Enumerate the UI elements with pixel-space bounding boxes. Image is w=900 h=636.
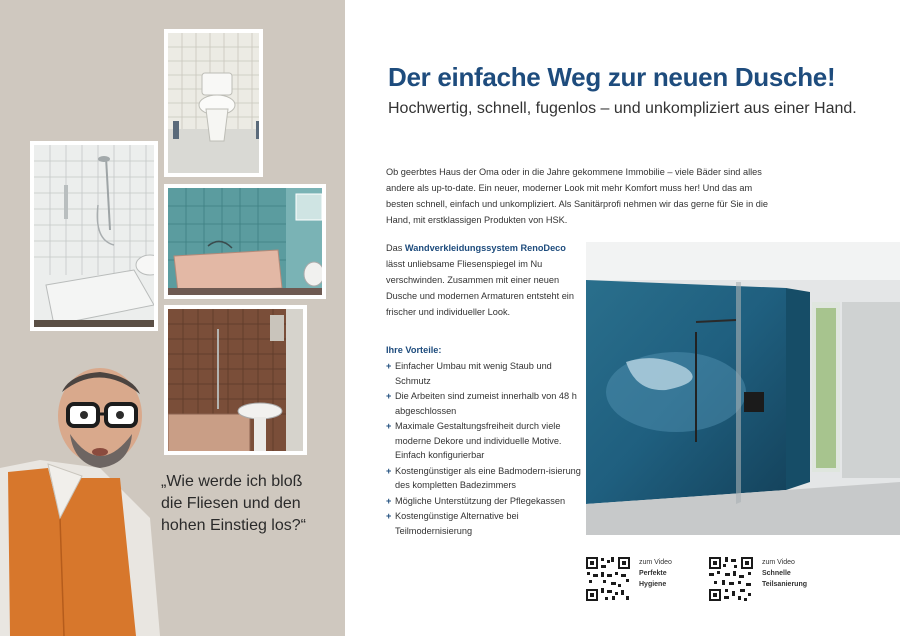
list-item: + Einfacher Umbau mit wenig Staub und Schmutz — [386, 361, 552, 386]
left-panel — [0, 0, 345, 636]
system-name: Wandverkleidungssystem RenoDeco — [404, 243, 566, 253]
advantages-list — [386, 359, 586, 539]
page-title: Der einfache Weg zur neuen Dusche! — [388, 62, 836, 92]
system-paragraph — [386, 240, 586, 320]
man-with-glasses-illustration — [0, 368, 160, 636]
system-text: lässt unliebsame Fliesenspiegel im Nu verschwinden. Zusammen mit einer neuen Dusche und modernen Armaturen entsteht ein frischer und individueller Look. — [386, 259, 574, 317]
plus-icon: + — [386, 511, 392, 521]
qr-caption-teilsanierung: zum Video Schnelle Teilsanierung — [762, 559, 807, 588]
tiled-bathtub-photo — [164, 184, 326, 299]
advantages-title: Ihre Vorteile: — [386, 345, 442, 355]
qr-code-hygiene[interactable] — [585, 556, 631, 602]
quote-line-2: die Fliesen und den — [161, 495, 301, 512]
list-item: + Kostengünstige Alternative bei Teilmodernisierung — [386, 511, 519, 536]
system-prefix: Das — [386, 243, 403, 253]
old-shower-photo — [30, 141, 158, 331]
quote-text — [161, 471, 341, 537]
plus-icon: + — [386, 495, 392, 506]
list-item: + Mögliche Unterstützung der Pflegekassen — [386, 494, 586, 509]
list-item: + Maximale Gestaltungsfreiheit durch viele moderne Dekore und individuelle Motive. Einfach konfigurierbar — [386, 421, 562, 460]
brown-bathroom-photo — [164, 305, 307, 455]
intro-paragraph: Ob geerbtes Haus der Oma oder in die Jahre gekommene Immobilie – viele Bäder sind alles andere als up-to-date. Ein neuer, moderner Look mit mehr Komfort muss her! Und das am besten schnell, einfach und unkompliziert. Als Sanitärprofi nehmen wir das gerne für Sie in die Hand, mit erstklassigen Produkten von HSK. — [386, 167, 769, 225]
list-item: + Die Arbeiten sind zumeist innerhalb von 48 h abgeschlossen — [386, 391, 577, 416]
toilet-photo — [164, 29, 263, 177]
quote-line-3: hohen Einstieg los?“ — [161, 517, 306, 534]
modern-shower-photo — [586, 242, 900, 535]
qr-code-teilsanierung[interactable] — [708, 556, 754, 602]
quote-line-1: „Wie werde ich bloß — [161, 473, 303, 490]
qr-caption-hygiene: zum Video Perfekte Hygiene — [639, 559, 672, 588]
plus-icon: + — [386, 421, 392, 431]
page-subtitle: Hochwertig, schnell, fugenlos – und unkompliziert aus einer Hand. — [388, 100, 857, 117]
plus-icon: + — [386, 391, 392, 401]
plus-icon: + — [386, 361, 392, 371]
list-item: + Kostengünstiger als eine Badmodern-isierung des kompletten Badezimmers — [386, 465, 581, 490]
plus-icon: + — [386, 465, 392, 476]
